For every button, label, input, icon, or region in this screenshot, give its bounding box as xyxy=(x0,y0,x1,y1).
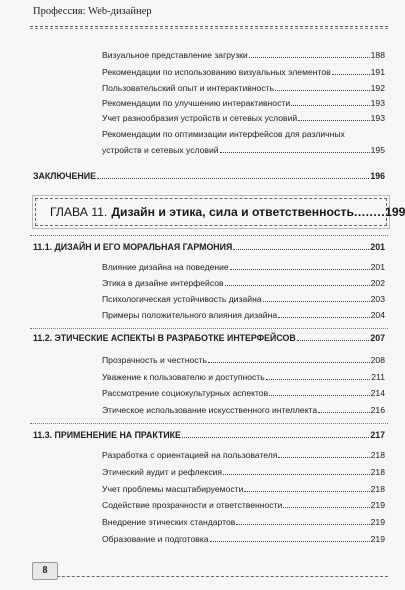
leader-dots xyxy=(97,178,369,179)
toc-entry xyxy=(102,500,385,510)
leader-dots xyxy=(298,120,369,121)
toc-entry-page: 219 xyxy=(370,500,385,510)
toc-entry-text: Внедрение этических стандартов xyxy=(102,517,236,527)
header-rule-secondary xyxy=(30,28,388,29)
leader-dots xyxy=(236,524,369,525)
toc-entry-text: Учет разнообразия устройств и сетевых условий xyxy=(102,113,298,123)
footer-rule xyxy=(32,576,388,577)
leader-dots xyxy=(275,90,370,91)
toc-entry-page: 208 xyxy=(370,355,385,365)
leader-dots xyxy=(283,507,369,508)
toc-entry-page: 188 xyxy=(370,50,385,60)
toc-entry-text: Уважение к пользователю и доступность xyxy=(102,372,265,382)
toc-entry xyxy=(102,467,385,477)
toc-entry-page: 218 xyxy=(370,450,385,460)
toc-entry-page: 191 xyxy=(370,67,385,77)
leader-dots xyxy=(249,57,370,58)
toc-entry-page: 218 xyxy=(370,467,385,477)
toc-entry-page: 195 xyxy=(370,145,385,155)
toc-entry-text: Этическое использование искусственного интеллекта xyxy=(102,405,318,415)
leader-dots xyxy=(225,285,370,286)
leader-dots xyxy=(297,340,370,341)
toc-entry xyxy=(102,113,385,123)
leader-dots xyxy=(210,541,370,542)
toc-entry-text-line2: устройств и сетевых условий xyxy=(102,145,219,155)
toc-entry-page: 193 xyxy=(370,113,385,123)
toc-entry-text: Пользовательский опыт и интерактивность xyxy=(102,83,275,93)
chapter-title: Дизайн и этика, сила и ответственность xyxy=(111,205,354,219)
toc-entry-text: Психологическая устойчивость дизайна xyxy=(102,294,262,304)
toc-entry-page: 201 xyxy=(370,262,385,272)
toc-entry-text-line1: Рекомендации по оптимизации интерфейсов для различных xyxy=(102,129,345,139)
toc-entry-text: Прозрачность и честность xyxy=(102,355,207,365)
leader-dots xyxy=(233,249,369,250)
toc-entry-page: 203 xyxy=(370,294,385,304)
toc-conclusion-page: 196 xyxy=(370,171,385,181)
toc-entry xyxy=(102,534,385,544)
toc-entry-page: 218 xyxy=(370,484,385,494)
toc-entry xyxy=(102,278,385,288)
toc-entry-text: Рекомендации по улучшению интерактивности xyxy=(102,98,291,108)
leader-dots: ........ xyxy=(354,205,386,219)
toc-entry xyxy=(102,388,385,398)
section-page: 217 xyxy=(370,430,385,440)
section-page: 207 xyxy=(370,333,385,343)
leader-dots xyxy=(278,317,370,318)
toc-entry xyxy=(102,405,385,415)
toc-entry xyxy=(102,262,385,272)
toc-entry-text: Рекомендации по использованию визуальных элементов xyxy=(102,67,331,77)
toc-entry-page: 192 xyxy=(370,83,385,93)
chapter-page: 199 xyxy=(385,205,405,219)
leader-dots xyxy=(182,437,369,438)
toc-entry-text: Содействие прозрачности и ответственности xyxy=(102,500,283,510)
section-heading xyxy=(33,430,385,440)
toc-conclusion-text: ЗАКЛЮЧЕНИЕ xyxy=(33,171,96,181)
toc-entry xyxy=(102,294,385,304)
toc-entry-page: 211 xyxy=(371,372,385,382)
section-page: 201 xyxy=(370,242,385,252)
leader-dots xyxy=(269,395,370,396)
chapter-heading xyxy=(50,205,405,219)
section-divider xyxy=(30,235,388,236)
chapter-label: ГЛАВА 11. xyxy=(50,205,108,219)
section-heading xyxy=(33,242,385,252)
section-divider xyxy=(30,423,388,424)
section-title: 11.2. ЭТИЧЕСКИЕ АСПЕКТЫ В РАЗРАБОТКЕ ИНТЕРФЕЙСОВ xyxy=(33,333,296,343)
toc-entry xyxy=(102,145,385,155)
toc-entry-page: 204 xyxy=(370,310,385,320)
section-title: 11.3. ПРИМЕНЕНИЕ НА ПРАКТИКЕ xyxy=(33,430,181,440)
toc-entry-page: 219 xyxy=(370,517,385,527)
page-number: 8 xyxy=(32,562,58,580)
toc-entry xyxy=(102,355,385,365)
toc-entry-text: Визуальное представление загрузки xyxy=(102,50,248,60)
toc-entry-page: 193 xyxy=(370,98,385,108)
toc-entry-page: 219 xyxy=(370,534,385,544)
section-heading xyxy=(33,333,385,343)
header-rule xyxy=(30,26,388,27)
toc-entry xyxy=(102,310,385,320)
toc-entry-page: 202 xyxy=(370,278,385,288)
toc-entry-text: Влияние дизайна на поведение xyxy=(102,262,229,272)
toc-entry xyxy=(102,50,385,60)
toc-conclusion xyxy=(33,171,385,181)
toc-entry xyxy=(102,83,385,93)
leader-dots xyxy=(263,301,370,302)
toc-entry-text: Разработка с ориентацией на пользователя xyxy=(102,450,278,460)
toc-entry-text: Рассмотрение социокультурных аспектов xyxy=(102,388,269,398)
leader-dots xyxy=(220,152,370,153)
toc-entry xyxy=(102,450,385,460)
toc-entry xyxy=(102,67,385,77)
leader-dots xyxy=(332,74,370,75)
leader-dots xyxy=(266,379,371,380)
leader-dots xyxy=(223,474,370,475)
leader-dots xyxy=(230,269,370,270)
toc-entry xyxy=(102,98,385,108)
toc-entry-page: 214 xyxy=(370,388,385,398)
toc-entry xyxy=(102,372,385,382)
leader-dots xyxy=(244,491,369,492)
toc-entry-text: Этика в дизайне интерфейсов xyxy=(102,278,224,288)
toc-entry-text: Этический аудит и рефлексия xyxy=(102,467,223,477)
leader-dots xyxy=(278,457,369,458)
toc-entry xyxy=(102,484,385,494)
leader-dots xyxy=(208,362,370,363)
toc-entry-text: Примеры положительного влияния дизайна xyxy=(102,310,278,320)
toc-entry xyxy=(102,517,385,527)
leader-dots xyxy=(318,412,369,413)
section-divider xyxy=(30,328,388,329)
toc-entry-text: Учет проблемы масштабируемости xyxy=(102,484,244,494)
leader-dots xyxy=(291,105,370,106)
section-title: 11.1. ДИЗАЙН И ЕГО МОРАЛЬНАЯ ГАРМОНИЯ xyxy=(33,242,233,252)
toc-entry-page: 216 xyxy=(370,405,385,415)
toc-entry-text: Образование и подготовка xyxy=(102,534,209,544)
running-head: Профессия: Web-дизайнер xyxy=(33,6,152,17)
